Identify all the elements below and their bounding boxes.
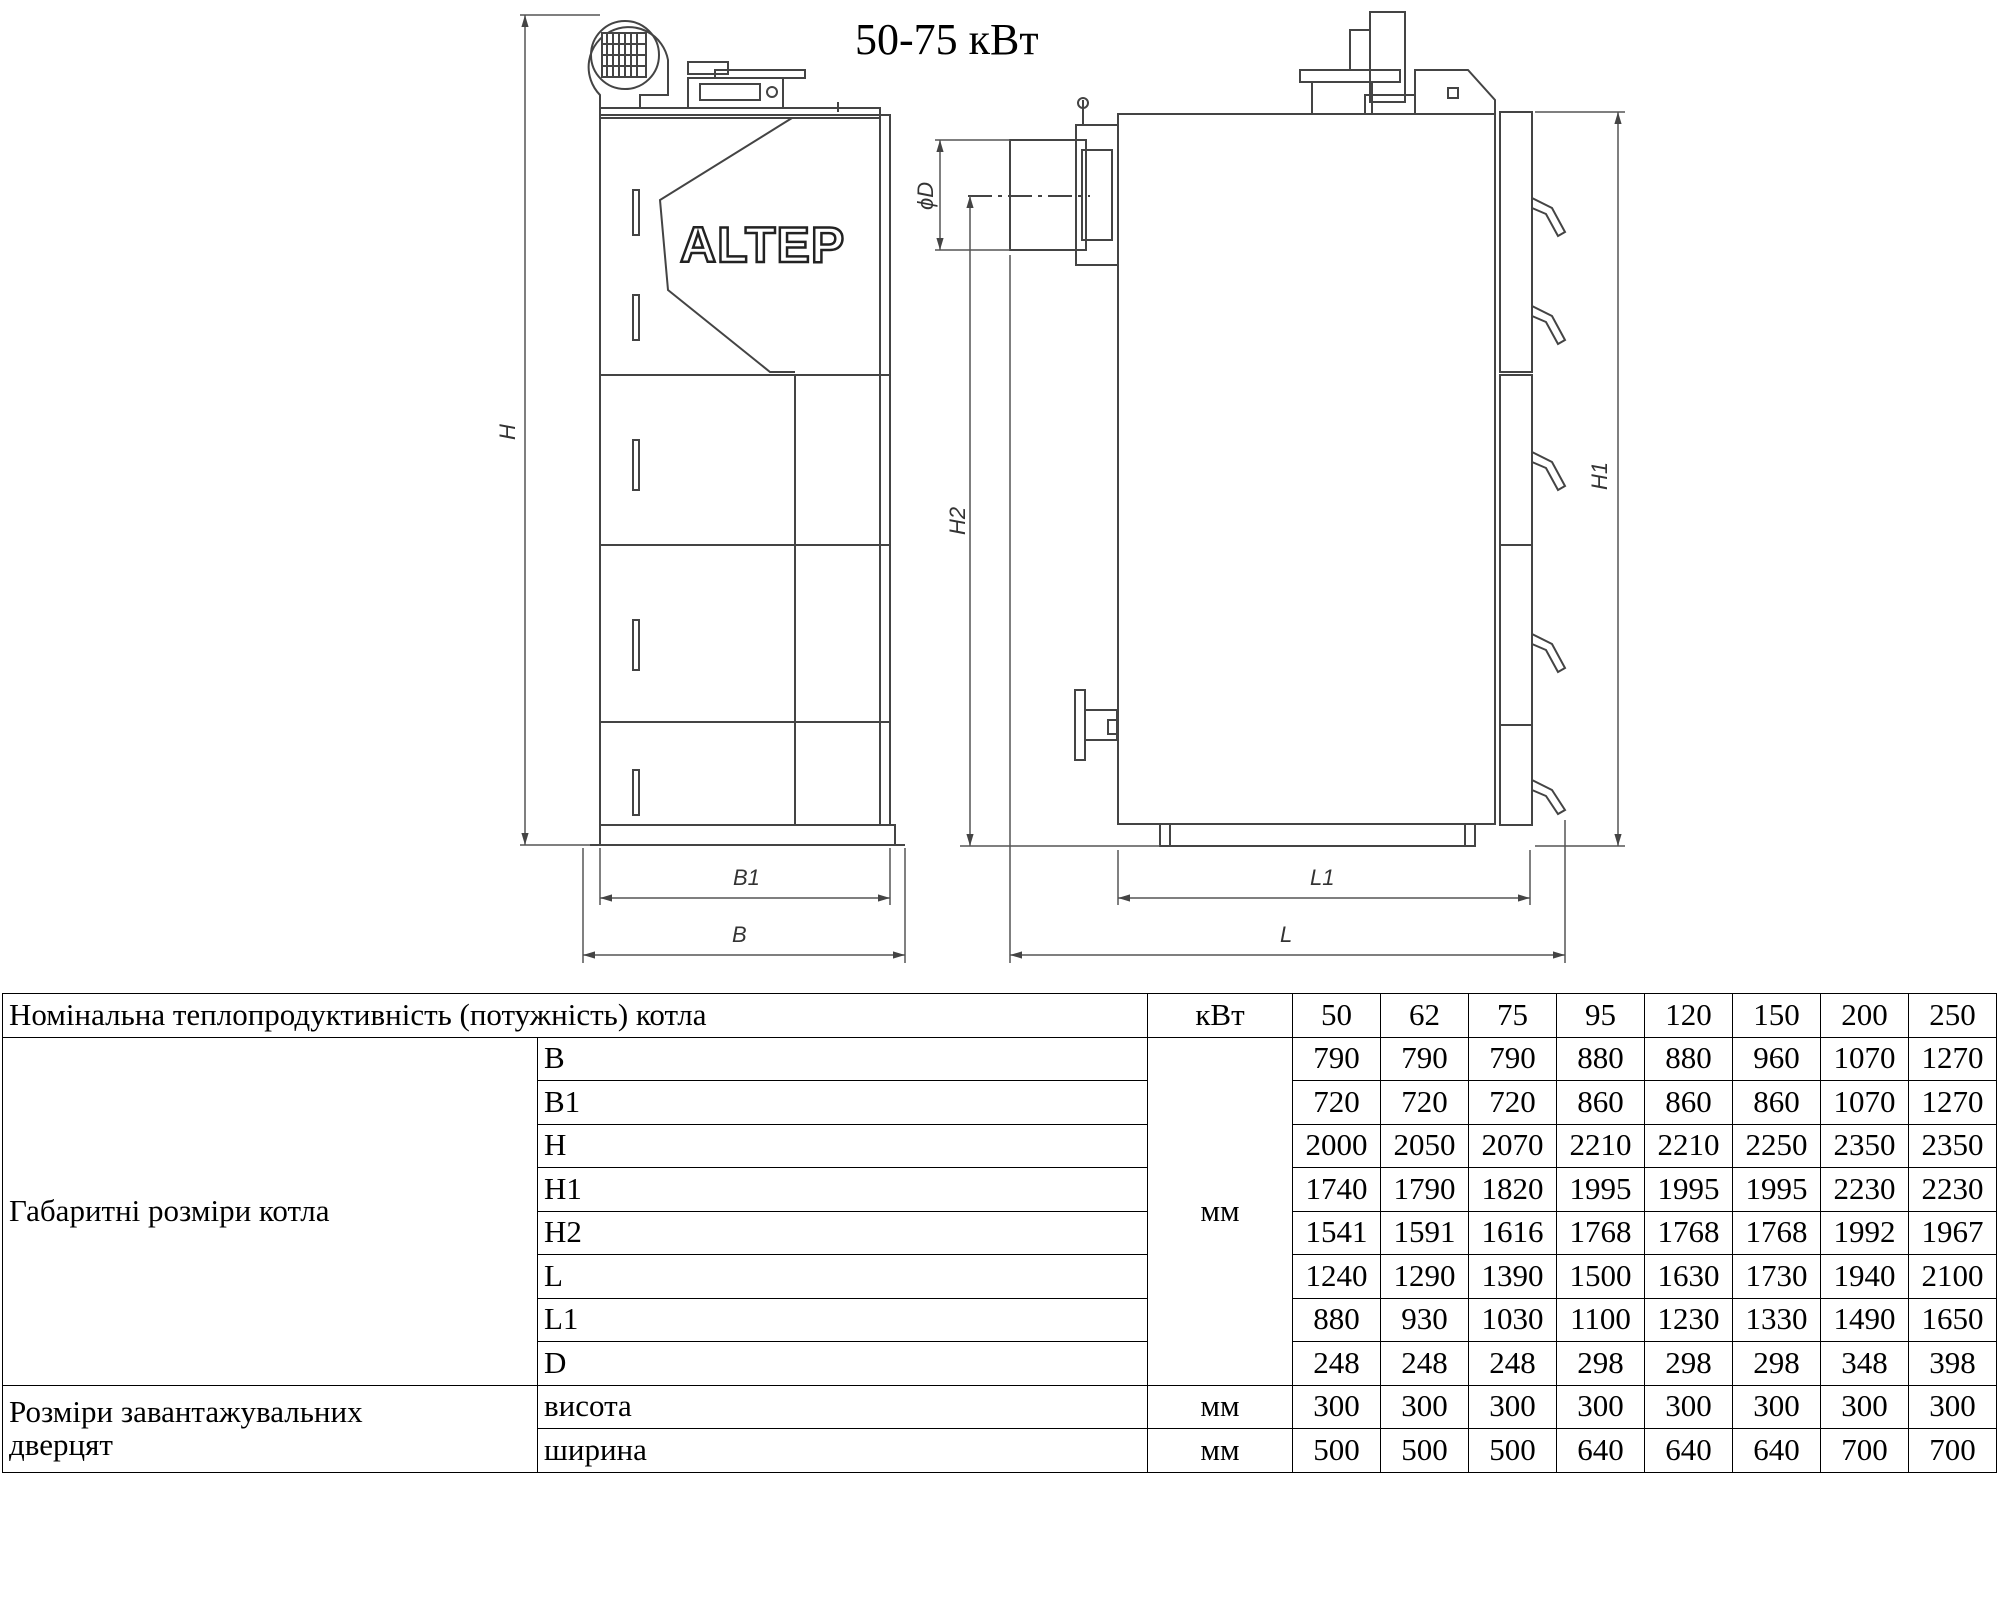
fan-icon [589, 21, 668, 108]
header-label: Номінальна теплопродуктивність (потужність) котла [3, 994, 1148, 1038]
table-cell: 500 [1381, 1429, 1469, 1473]
table-row [3, 1385, 1997, 1429]
param-label: H2 [538, 1211, 1148, 1255]
table-cell: 1100 [1557, 1298, 1645, 1342]
door-group-label-line2: дверцят [9, 1426, 113, 1462]
table-cell: 300 [1645, 1385, 1733, 1429]
param-label: B [538, 1037, 1148, 1081]
table-cell: 960 [1733, 1037, 1821, 1081]
table-cell: 640 [1557, 1429, 1645, 1473]
table-cell: 2210 [1557, 1124, 1645, 1168]
param-label: ширина [538, 1429, 1148, 1473]
table-cell: 2350 [1821, 1124, 1909, 1168]
param-label: H [538, 1124, 1148, 1168]
param-label: висота [538, 1385, 1148, 1429]
power-value: 150 [1733, 994, 1821, 1038]
power-value: 120 [1645, 994, 1733, 1038]
controller-icon [688, 78, 783, 108]
header-unit: кВт [1148, 994, 1293, 1038]
table-cell: 1591 [1381, 1211, 1469, 1255]
table-cell: 1290 [1381, 1255, 1469, 1299]
table-cell: 348 [1821, 1342, 1909, 1386]
table-cell: 1650 [1909, 1298, 1997, 1342]
dim-label-h1: H1 [1587, 461, 1612, 490]
table-cell: 2000 [1293, 1124, 1381, 1168]
table-cell: 248 [1381, 1342, 1469, 1386]
table-cell: 1820 [1469, 1168, 1557, 1212]
table-cell: 1630 [1645, 1255, 1733, 1299]
front-view [589, 21, 905, 845]
table-cell: 248 [1469, 1342, 1557, 1386]
table-cell: 1541 [1293, 1211, 1381, 1255]
front-dimensions [520, 15, 905, 963]
table-cell: 298 [1645, 1342, 1733, 1386]
table-cell: 640 [1733, 1429, 1821, 1473]
table-cell: 248 [1293, 1342, 1381, 1386]
power-value: 62 [1381, 994, 1469, 1038]
power-value: 200 [1821, 994, 1909, 1038]
table-header-row [3, 994, 1997, 1038]
table-cell: 1490 [1821, 1298, 1909, 1342]
table-cell: 1500 [1557, 1255, 1645, 1299]
side-dimensions [935, 112, 1625, 963]
table-cell: 720 [1293, 1081, 1381, 1125]
table-cell: 790 [1469, 1037, 1557, 1081]
table-cell: 300 [1469, 1385, 1557, 1429]
dim-label-b1: B1 [733, 865, 760, 890]
table-cell: 1790 [1381, 1168, 1469, 1212]
power-value: 250 [1909, 994, 1997, 1038]
power-value: 95 [1557, 994, 1645, 1038]
brand-logo: ALTEP [680, 217, 846, 273]
table-cell: 880 [1557, 1037, 1645, 1081]
dim-label-h: H [495, 424, 520, 440]
table-cell: 2250 [1733, 1124, 1821, 1168]
table-cell: 640 [1645, 1429, 1733, 1473]
table-cell: 1270 [1909, 1081, 1997, 1125]
table-cell: 1995 [1557, 1168, 1645, 1212]
table-cell: 1967 [1909, 1211, 1997, 1255]
table-cell: 1768 [1645, 1211, 1733, 1255]
table-cell: 700 [1909, 1429, 1997, 1473]
table-cell: 1070 [1821, 1037, 1909, 1081]
side-view [968, 12, 1565, 846]
param-label: L [538, 1255, 1148, 1299]
table-cell: 880 [1293, 1298, 1381, 1342]
table-cell: 1030 [1469, 1298, 1557, 1342]
param-label: H1 [538, 1168, 1148, 1212]
table-cell: 860 [1733, 1081, 1821, 1125]
door-group-label-line1: Розміри завантажувальних [9, 1393, 363, 1429]
table-cell: 1995 [1733, 1168, 1821, 1212]
table-cell: 720 [1381, 1081, 1469, 1125]
table-cell: 298 [1557, 1342, 1645, 1386]
table-cell: 1730 [1733, 1255, 1821, 1299]
unit-cell: мм [1148, 1385, 1293, 1429]
table-cell: 2070 [1469, 1124, 1557, 1168]
table-cell: 860 [1557, 1081, 1645, 1125]
param-label: L1 [538, 1298, 1148, 1342]
table-cell: 880 [1645, 1037, 1733, 1081]
table-cell: 300 [1733, 1385, 1821, 1429]
table-cell: 1070 [1821, 1081, 1909, 1125]
table-cell: 1390 [1469, 1255, 1557, 1299]
table-cell: 930 [1381, 1298, 1469, 1342]
table-cell: 300 [1381, 1385, 1469, 1429]
dim-label-l: L [1280, 922, 1293, 947]
power-value: 75 [1469, 994, 1557, 1038]
table-cell: 1240 [1293, 1255, 1381, 1299]
table-cell: 790 [1381, 1037, 1469, 1081]
table-cell: 1995 [1645, 1168, 1733, 1212]
table-cell: 720 [1469, 1081, 1557, 1125]
table-cell: 300 [1557, 1385, 1645, 1429]
spec-table [2, 993, 1997, 1473]
table-cell: 300 [1909, 1385, 1997, 1429]
table-cell: 500 [1469, 1429, 1557, 1473]
table-cell: 1270 [1909, 1037, 1997, 1081]
table-cell: 298 [1733, 1342, 1821, 1386]
param-label: B1 [538, 1081, 1148, 1125]
param-label: D [538, 1342, 1148, 1386]
table-cell: 1616 [1469, 1211, 1557, 1255]
table-cell: 1330 [1733, 1298, 1821, 1342]
table-row [3, 1037, 1997, 1081]
page-title: 50-75 кВт [855, 15, 1039, 64]
table-cell: 2100 [1909, 1255, 1997, 1299]
table-cell: 1940 [1821, 1255, 1909, 1299]
table-cell: 2230 [1909, 1168, 1997, 1212]
table-cell: 1768 [1733, 1211, 1821, 1255]
table-cell: 398 [1909, 1342, 1997, 1386]
table-cell: 300 [1821, 1385, 1909, 1429]
table-cell: 1992 [1821, 1211, 1909, 1255]
dim-label-b: B [732, 922, 747, 947]
table-cell: 860 [1645, 1081, 1733, 1125]
door-group-label [3, 1385, 538, 1472]
dims-group-unit: мм [1148, 1037, 1293, 1385]
table-cell: 2210 [1645, 1124, 1733, 1168]
table-cell: 500 [1293, 1429, 1381, 1473]
dim-label-d: ϕD [913, 181, 938, 210]
table-cell: 2230 [1821, 1168, 1909, 1212]
table-cell: 1740 [1293, 1168, 1381, 1212]
table-cell: 2350 [1909, 1124, 1997, 1168]
table-cell: 790 [1293, 1037, 1381, 1081]
unit-cell: мм [1148, 1429, 1293, 1473]
dim-label-l1: L1 [1310, 865, 1335, 890]
table-cell: 300 [1293, 1385, 1381, 1429]
table-cell: 2050 [1381, 1124, 1469, 1168]
table-cell: 1230 [1645, 1298, 1733, 1342]
table-cell: 700 [1821, 1429, 1909, 1473]
table-cell: 1768 [1557, 1211, 1645, 1255]
power-value: 50 [1293, 994, 1381, 1038]
dim-label-h2: H2 [945, 506, 970, 535]
dims-group-label: Габаритні розміри котла [3, 1037, 538, 1385]
